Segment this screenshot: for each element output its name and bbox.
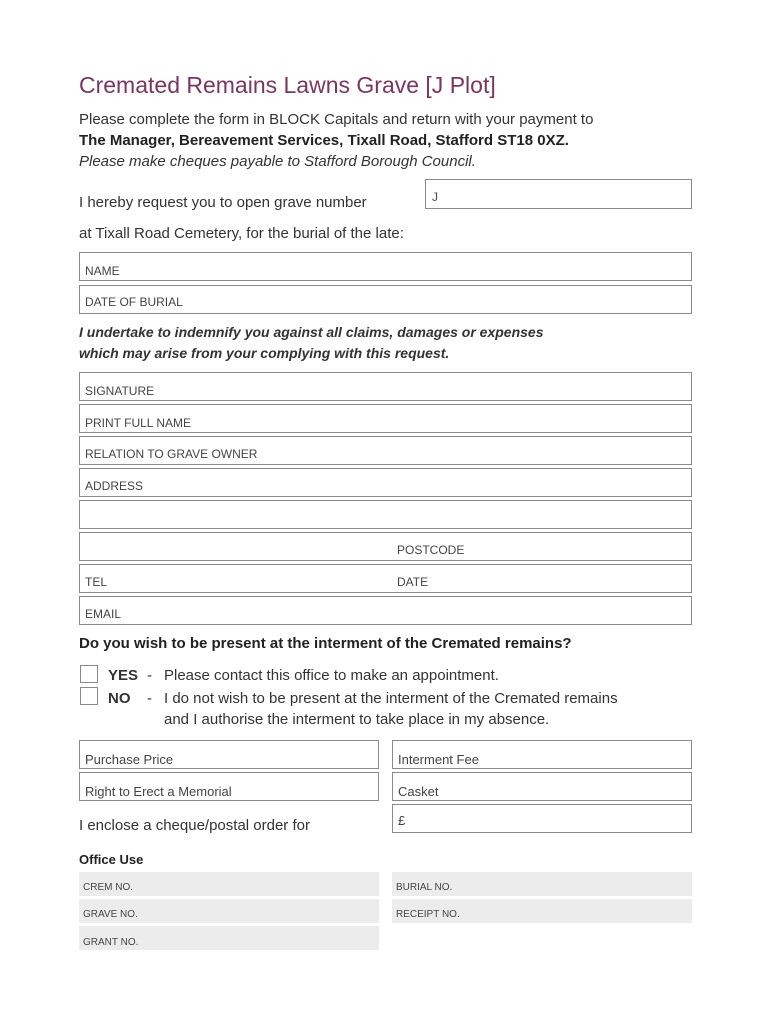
receipt-no-label: RECEIPT NO. (396, 909, 460, 920)
grave-number-field[interactable] (425, 179, 692, 209)
relation-label: RELATION TO GRAVE OWNER (85, 447, 258, 461)
office-use-heading: Office Use (79, 852, 144, 867)
interment-fee-label: Interment Fee (398, 752, 479, 767)
relation-field[interactable] (79, 436, 692, 465)
tel-date-field[interactable] (79, 564, 692, 593)
yes-label: YES (108, 667, 139, 684)
address-field-3[interactable] (79, 532, 692, 561)
address-label: ADDRESS (85, 479, 144, 493)
burial-no-field (392, 872, 692, 896)
intro-line-1: Please complete the form in BLOCK Capitals and return with your payment to (79, 111, 594, 128)
purchase-price-label: Purchase Price (85, 752, 174, 767)
receipt-no-field (392, 899, 692, 923)
right-to-erect-label: Right to Erect a Memorial (85, 784, 232, 799)
casket-field[interactable] (392, 772, 692, 801)
no-checkbox[interactable] (80, 687, 98, 705)
form-title: Cremated Remains Lawns Grave [J Plot] (79, 72, 496, 98)
yes-checkbox[interactable] (80, 665, 98, 683)
tel-label: TEL (85, 575, 108, 589)
email-field[interactable] (79, 596, 692, 625)
burial-no-label: BURIAL NO. (396, 882, 453, 893)
grave-no-label: GRAVE NO. (83, 909, 138, 920)
grant-no-label: GRANT NO. (83, 937, 139, 948)
currency-symbol: £ (398, 813, 406, 828)
name-label: NAME (85, 264, 120, 278)
grant-no-field (79, 926, 379, 950)
signature-label: SIGNATURE (85, 384, 155, 398)
undertaking-line-2: which may arise from your complying with this request. (79, 345, 450, 361)
email-label: EMAIL (85, 607, 122, 621)
grave-prefix: J (432, 190, 438, 204)
enclose-label: I enclose a cheque/postal order for (79, 817, 310, 834)
purchase-price-field[interactable] (79, 740, 379, 769)
grave-no-field (79, 899, 379, 923)
name-field[interactable] (79, 252, 692, 281)
postcode-label: POSTCODE (397, 543, 465, 557)
intro-address: The Manager, Bereavement Services, Tixall Road, Stafford ST18 0XZ. (79, 132, 569, 149)
print-name-field[interactable] (79, 404, 692, 433)
print-name-label: PRINT FULL NAME (85, 416, 192, 430)
interment-fee-field[interactable] (392, 740, 692, 769)
address-field-2[interactable] (79, 500, 692, 529)
undertaking-line-1: I undertake to indemnify you against all claims, damages or expenses (79, 324, 544, 340)
grave-number-label: I hereby request you to open grave number (79, 194, 367, 211)
no-text-line-2: and I authorise the interment to take place in my absence. (164, 711, 550, 728)
casket-label: Casket (398, 784, 439, 799)
crem-no-label: CREM NO. (83, 882, 133, 893)
intro-cheque-note: Please make cheques payable to Stafford Borough Council. (79, 153, 476, 170)
yes-dash: - (147, 667, 152, 684)
no-text-line-1: I do not wish to be present at the interment of the Cremated remains (164, 690, 618, 707)
attendance-question: Do you wish to be present at the interment of the Cremated remains? (79, 635, 572, 652)
enclose-amount-field[interactable] (392, 804, 692, 833)
signature-field[interactable] (79, 372, 692, 401)
crem-no-field (79, 872, 379, 896)
yes-text: Please contact this office to make an appointment. (164, 667, 499, 684)
address-field-1[interactable] (79, 468, 692, 497)
no-label: NO (108, 690, 131, 707)
right-to-erect-field[interactable] (79, 772, 379, 801)
cemetery-line: at Tixall Road Cemetery, for the burial of the late: (79, 225, 404, 242)
date-of-burial-field[interactable] (79, 285, 692, 314)
no-dash: - (147, 690, 152, 707)
date-label: DATE (397, 575, 429, 589)
date-of-burial-label: DATE OF BURIAL (85, 295, 183, 309)
